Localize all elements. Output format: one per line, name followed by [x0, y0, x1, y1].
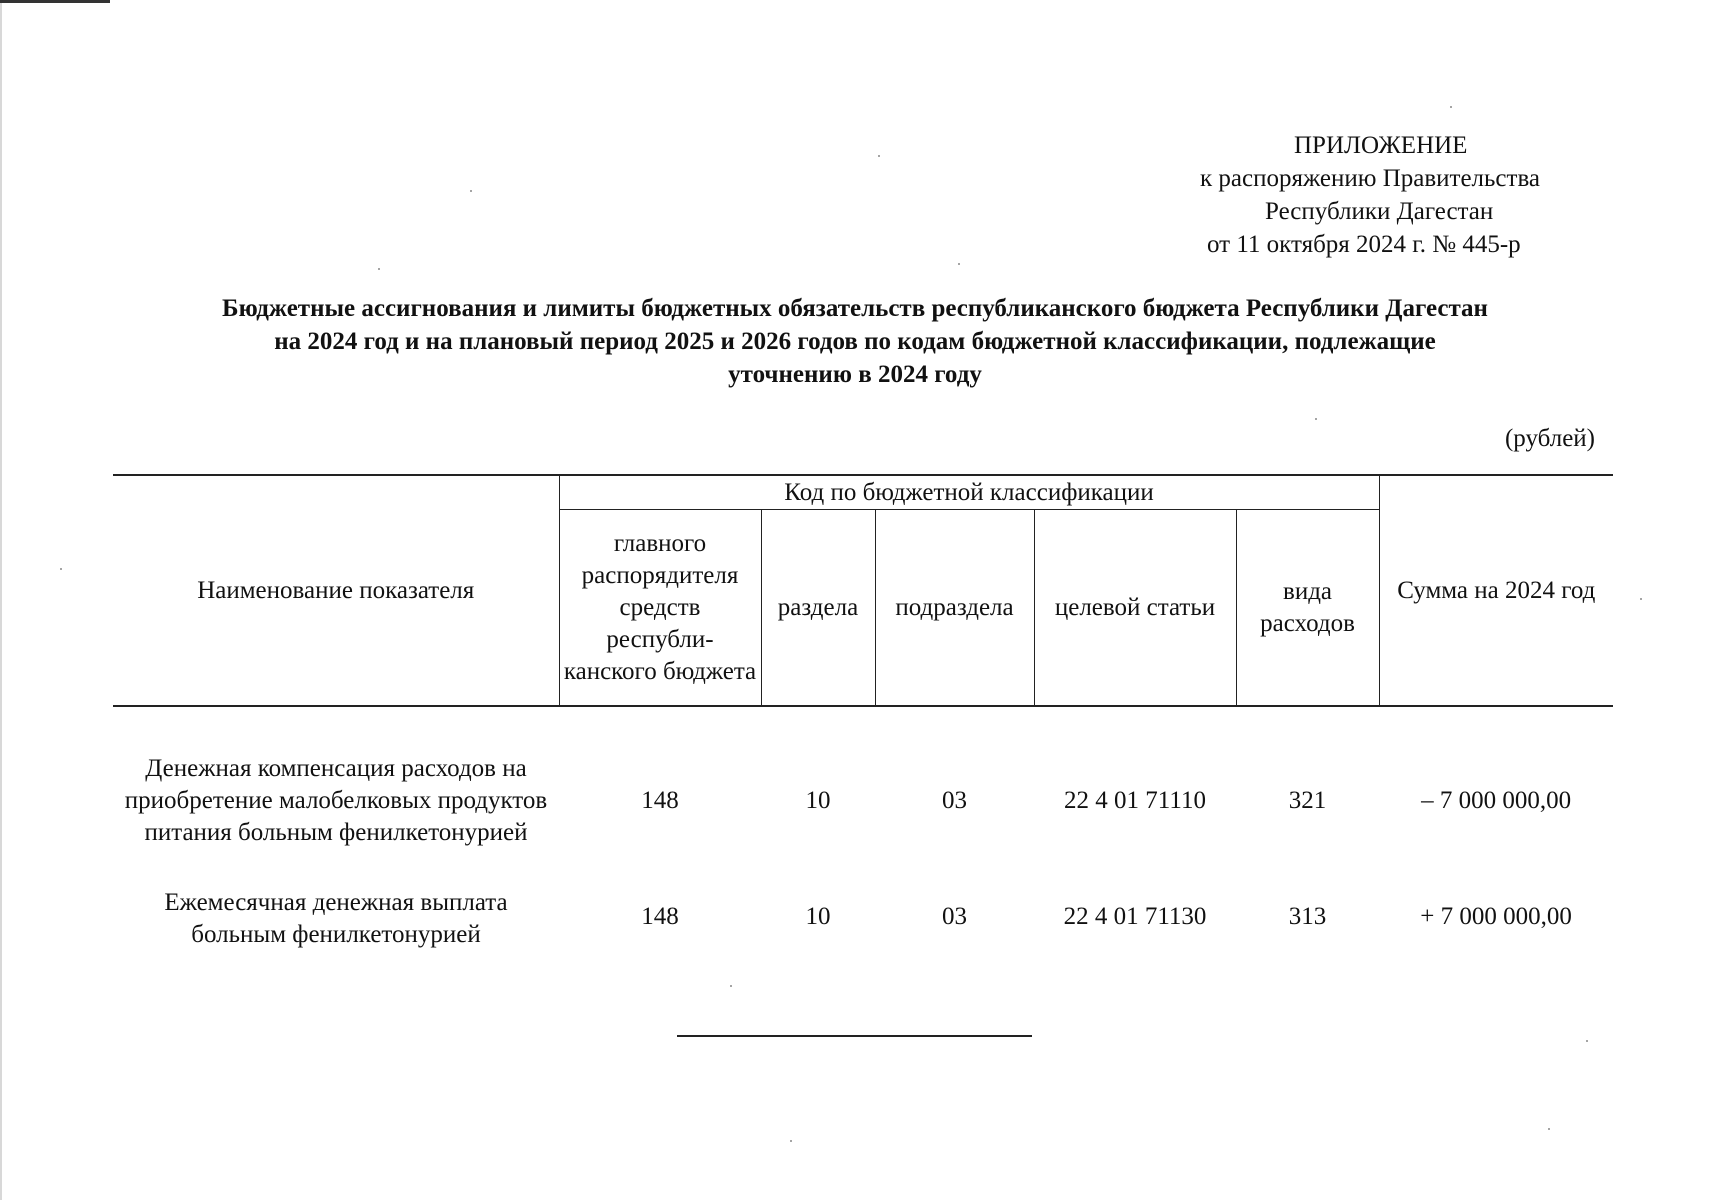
- annex-line-republic: Республики Дагестан: [1265, 198, 1494, 225]
- document-title: [110, 292, 1600, 391]
- table-row: [113, 887, 1613, 971]
- table-row: [113, 706, 1613, 887]
- cell-name: Ежемесячная денежная выплата больным фенилкетонурией: [164, 889, 508, 948]
- scan-speck: [60, 568, 62, 570]
- end-of-document-rule: [677, 1035, 1032, 1037]
- scan-speck: [1315, 418, 1317, 420]
- scan-speck: [1640, 598, 1642, 600]
- scan-speck: [1450, 106, 1452, 108]
- cell-expense-type: 321: [1288, 787, 1327, 814]
- title-line-1: Бюджетные ассигнования и лимиты бюджетных обязательств республиканского бюджета Республики Дагестан: [222, 295, 1488, 322]
- header-code-group: Код по бюджетной классификации: [559, 475, 1379, 510]
- cell-grbs: 148: [641, 903, 679, 930]
- header-section: раздела: [761, 510, 875, 707]
- cell-subsection: 03: [942, 903, 967, 930]
- title-line-2: на 2024 год и на плановый период 2025 и 2026 годов по кодам бюджетной классификации, подлежащие: [274, 328, 1436, 355]
- cell-section: 10: [805, 787, 831, 814]
- cell-target: 22 4 01 71130: [1063, 903, 1207, 930]
- units-label: (рублей): [1504, 425, 1595, 452]
- scan-speck: [958, 263, 960, 265]
- scan-speck: [878, 155, 880, 157]
- annex-block: [1180, 129, 1600, 261]
- scan-speck: [470, 190, 472, 192]
- scan-speck: [730, 985, 732, 987]
- header-expense-type: вида расходов: [1236, 510, 1379, 707]
- annex-title: ПРИЛОЖЕНИЕ: [1294, 132, 1468, 159]
- cell-sum: + 7 000 000,00: [1420, 903, 1572, 930]
- cell-name: Денежная компенсация расходов на приобретение малобелковых продуктов питания больным фенилкетонурией: [124, 755, 548, 846]
- header-sum: Сумма на 2024 год: [1379, 475, 1613, 706]
- cell-sum: – 7 000 000,00: [1421, 787, 1572, 814]
- cell-target: 22 4 01 71110: [1064, 787, 1206, 814]
- cell-subsection: 03: [942, 787, 967, 814]
- header-target: целевой статьи: [1034, 510, 1236, 707]
- title-line-3: уточнению в 2024 году: [728, 361, 982, 388]
- cell-grbs: 148: [641, 787, 679, 814]
- budget-table: [113, 474, 1613, 971]
- header-subsection: подраздела: [875, 510, 1034, 707]
- annex-line-date: от 11 октября 2024 г. № 445-р: [1207, 231, 1521, 258]
- cell-section: 10: [805, 903, 831, 930]
- header-name: Наименование показателя: [113, 475, 559, 706]
- scan-speck: [1548, 1128, 1550, 1130]
- scan-edge: [0, 0, 2, 1200]
- header-grbs: главного распорядителя средств республи- канского бюджета: [559, 510, 761, 707]
- cell-expense-type: 313: [1288, 903, 1327, 930]
- scan-artifact-line: [0, 0, 110, 3]
- scan-speck: [790, 1140, 792, 1142]
- scan-speck: [378, 268, 380, 270]
- scan-speck: [1586, 1040, 1588, 1042]
- annex-line-decree: к распоряжению Правительства: [1200, 165, 1541, 192]
